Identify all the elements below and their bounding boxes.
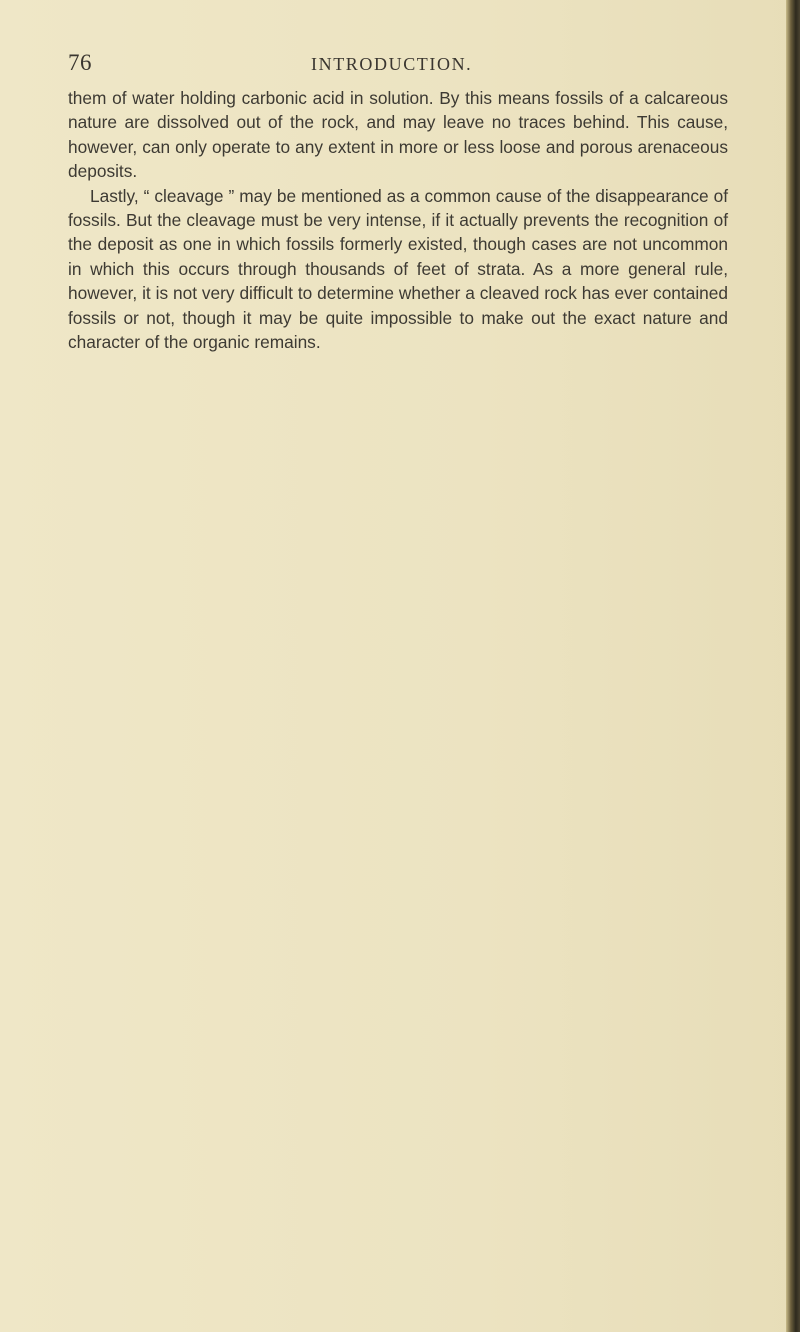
paragraph-2: Lastly, “ cleavage ” may be mentioned as a common cause of the disappearance of fossils. But the cleavage must be very intense, if it actually prevents the recognition of the deposit as one in which fossils formerly existed, though cases are not uncommon in which this occurs through thousands of feet of strata. As a more general rule, however, it is not very difficult to determine whether a cleaved rock has ever contained fossils or not, though it may be quite impossible to make out the exact nature and character of the organic remains. (68, 185, 728, 353)
page-number: 76 (68, 50, 92, 75)
paragraph-1: them of water holding carbonic acid in solution. By this means fossils of a calcareous nature are dissolved out of the rock, and may leave no traces behind. This cause, however, can only operate to any extent in more or less loose and porous arenaceous deposits. (68, 88, 728, 182)
page-edge-shadow (786, 0, 800, 1332)
body-text (68, 86, 728, 354)
running-header (68, 50, 724, 80)
chapter-title: INTRODUCTION. (311, 54, 473, 74)
